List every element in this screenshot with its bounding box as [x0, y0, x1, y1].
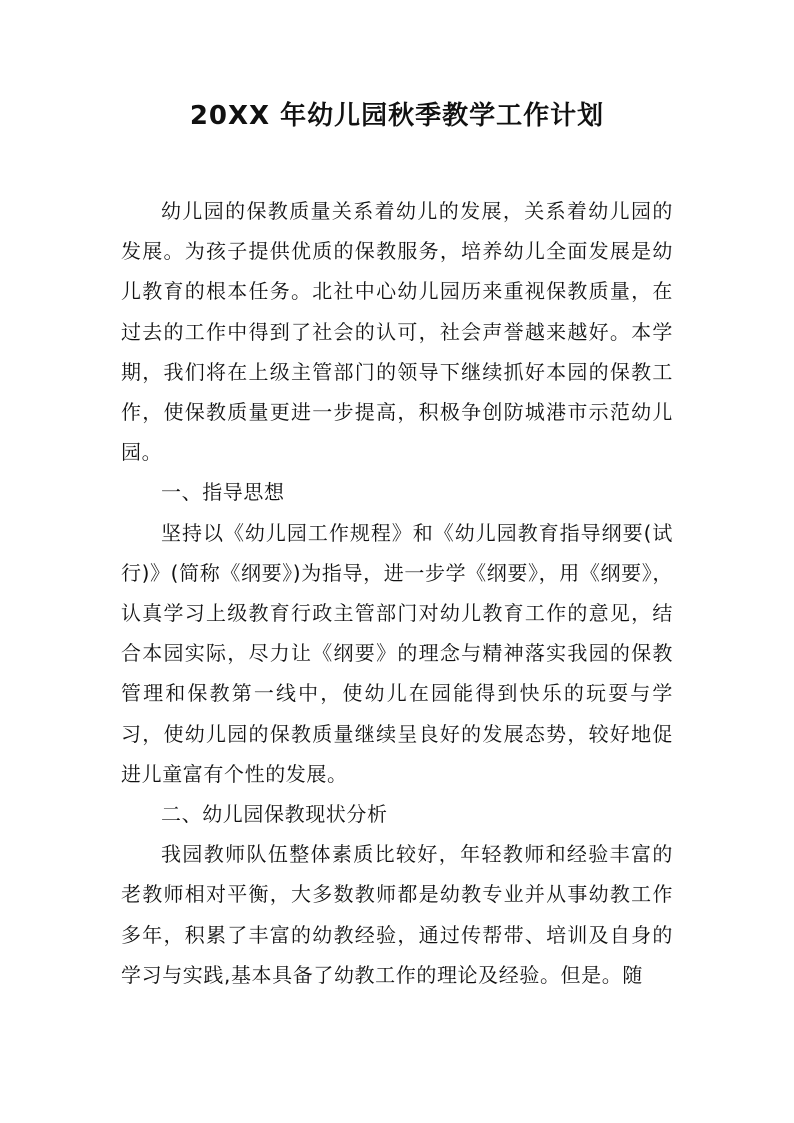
section-heading-guiding-ideology: 一、指导思想: [161, 480, 285, 505]
document-title: 20XX 年幼儿园秋季教学工作计划: [189, 101, 605, 131]
paragraph-intro: 幼儿园的保教质量关系着幼儿的发展，关系着幼儿园的发展。为孩子提供优质的保教服务，培养幼儿全面发展是幼儿教育的根本任务。北社中心幼儿园历来重视保教质量，在过去的工作中得到了社会的认可，社会声誉越来越好。本学期，我们将在上级主管部门的领导下继续抓好本园的保教工作，使保教质量更进一步提高，积极争创防城港市示范幼儿园。: [121, 199, 673, 465]
section-heading-status-analysis: 二、幼儿园保教现状分析: [161, 802, 388, 827]
paragraph-status-analysis: 我园教师队伍整体素质比较好，年轻教师和经验丰富的老教师相对平衡，大多数教师都是幼教专业并从事幼教工作多年，积累了丰富的幼教经验，通过传帮带、培训及自身的学习与实践,基本具备了幼教工作的理论及经验。但是。随: [121, 842, 673, 987]
document-body: [121, 191, 673, 995]
paragraph-guiding-ideology: 坚持以《幼儿园工作规程》和《幼儿园教育指导纲要(试行)》(简称《纲要》)为指导，进一步学《纲要》，用《纲要》，认真学习上级教育行政主管部门对幼儿教育工作的意见，结合本园实际，尽力让《纲要》的理念与精神落实我园的保教管理和保教第一线中，使幼儿在园能得到快乐的玩耍与学习，使幼儿园的保教质量继续呈良好的发展态势，较好地促进儿童富有个性的发展。: [121, 520, 673, 786]
